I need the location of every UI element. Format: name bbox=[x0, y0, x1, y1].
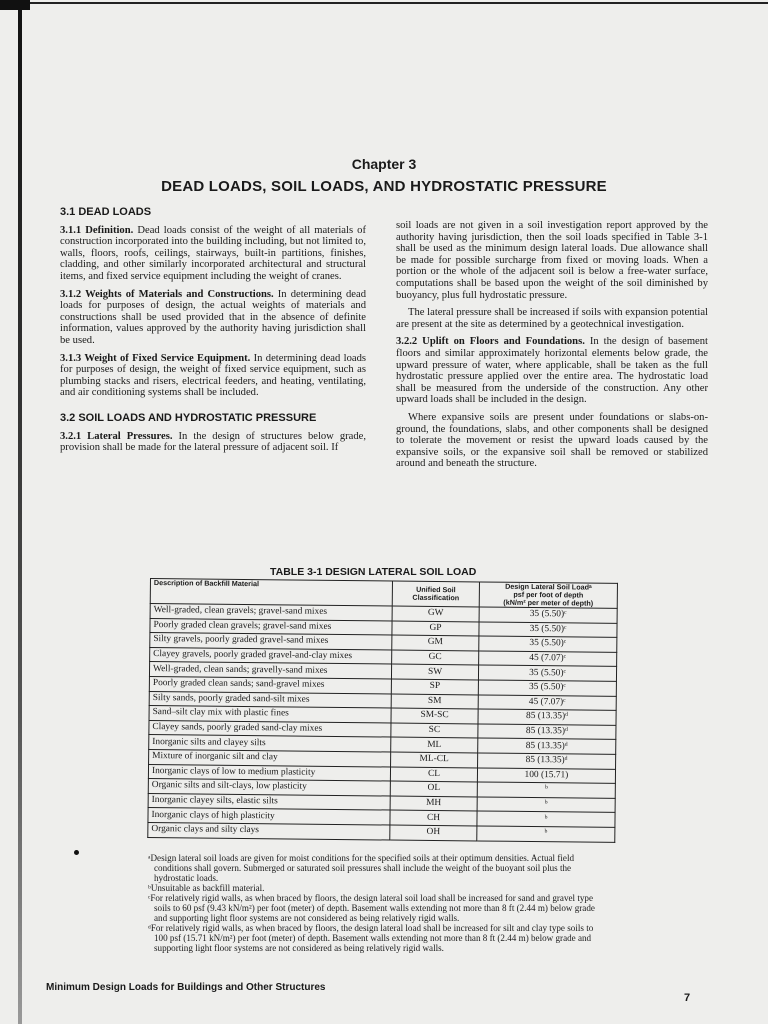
cell-class: MH bbox=[390, 796, 477, 812]
section-heading-soil-loads: 3.2 SOIL LOADS AND HYDROSTATIC PRESSURE bbox=[60, 411, 317, 424]
cell-load: 35 (5.50)ᶜ bbox=[478, 680, 616, 696]
cell-desc: Organic clays and silty clays bbox=[148, 822, 390, 839]
header-design-load bbox=[479, 582, 617, 608]
section-heading-dead-loads: 3.1 DEAD LOADS bbox=[60, 206, 152, 218]
table-footnotes bbox=[144, 853, 600, 953]
cell-desc: Inorganic clays of low to medium plasticity bbox=[148, 764, 390, 781]
paragraph-3-1-2 bbox=[60, 289, 366, 347]
header-uc2: Classification bbox=[412, 592, 460, 603]
header-load2: psf per foot of depth bbox=[513, 589, 584, 600]
subheading-3-2-2: 3.2.2 Uplift on Floors and Foundations. bbox=[396, 336, 585, 348]
subheading-3-1-1: 3.1.1 Definition. bbox=[60, 224, 134, 236]
chapter-title: DEAD LOADS, SOIL LOADS, AND HYDROSTATIC PRESSURE bbox=[161, 178, 607, 195]
header-load1: Design Lateral Soil Loadᵃ bbox=[505, 581, 592, 592]
cell-desc: Poorly graded clean sands; sand-gravel mixes bbox=[149, 676, 391, 693]
paragraph-3-2-1 bbox=[60, 431, 366, 454]
cell-load: 100 (15.71) bbox=[477, 767, 615, 783]
text-3-1-3: In determining dead loads for purposes of design, the weight of fixed service equipment, such as plumbing stacks and risers, electrical feeders, and heating, ventilating, and air conditioning systems shall be included. bbox=[60, 352, 366, 399]
cell-load: 85 (13.35)ᵈ bbox=[478, 753, 616, 769]
text-3-2-1: In the design of structures below grade, provision shall be made for the lateral pressure of adjacent soil. If bbox=[60, 430, 366, 454]
paragraph-3-1-3 bbox=[60, 353, 366, 399]
cell-desc: Poorly graded clean gravels; gravel-sand mixes bbox=[150, 618, 392, 635]
binding-shadow bbox=[18, 0, 22, 1024]
cell-class: CH bbox=[390, 810, 477, 826]
cell-desc: Inorganic clays of high plasticity bbox=[148, 808, 390, 825]
cell-load: 45 (7.07)ᶜ bbox=[478, 695, 616, 711]
subheading-3-1-2: 3.1.2 Weights of Materials and Constructions. bbox=[60, 288, 274, 300]
cell-desc: Clayey sands, poorly graded sand-clay mixes bbox=[149, 720, 391, 737]
cell-class: ML bbox=[391, 737, 478, 753]
cell-desc: Sand–silt clay mix with plastic fines bbox=[149, 706, 391, 723]
paragraph-soil-continued: soil loads are not given in a soil investigation report approved by the authority having jurisdiction, then the soil loads specified in Table 3-1 shall be used as the minimum design lateral loads. Due allowance shall be made for possible surcharge from fixed or moving loads. When a portion or the whole of the adjacent soil is below a free-water surface, computations shall be based upon the weight of the soil diminished by buoyancy, plus full hydrostatic pressure. bbox=[396, 220, 708, 301]
cell-class: ML-CL bbox=[391, 752, 478, 768]
cell-load: ᵇ bbox=[477, 826, 615, 842]
paragraph-3-1-1 bbox=[60, 225, 366, 283]
cell-load: 35 (5.50)ᶜ bbox=[478, 665, 616, 681]
subheading-3-2-1: 3.2.1 Lateral Pressures. bbox=[60, 430, 173, 442]
cell-class: SW bbox=[391, 664, 478, 680]
page-number: 7 bbox=[684, 992, 691, 1004]
footnote-d: ᵈFor relatively rigid walls, as when braced by floors, the design lateral load shall be increased for silt and clay type soils to 100 psf (15.71 kN/m²) per foot (meter) of depth. Basement walls extending not more than 8 ft (2.44 m) below grade and supporting light floor systems are not considered as being relatively rigid walls. bbox=[148, 923, 594, 953]
cell-load: 45 (7.07)ᶜ bbox=[479, 651, 617, 667]
header-description: Description of Backfill Material bbox=[150, 579, 392, 607]
left-column bbox=[60, 207, 366, 460]
cell-load: ᵇ bbox=[477, 797, 615, 813]
paragraph-expansive-soils: Where expansive soils are present under foundations or slabs-on-ground, the foundations, slabs, and other components shall be designed to tolerate the movement or resist the upward loads caused by the expansive soils, or the expansive soil shall be removed or stabilized around and beneath the structure. bbox=[396, 411, 708, 470]
right-column bbox=[396, 220, 708, 476]
cell-class: SM bbox=[391, 694, 478, 710]
header-uc1: Unified Soil bbox=[416, 584, 456, 595]
chapter-number: Chapter 3 bbox=[351, 156, 417, 172]
cell-load: 35 (5.50)ᶜ bbox=[479, 622, 617, 638]
text-3-2-2: In the design of basement floors and similar approximately horizontal elements below grade, the upward pressure of water, where applicable, shall be taken as the full hydrostatic pressure applied over the entire area. The hydrostatic load shall be measured from the underside of the construction. Any other upward loads shall be included in the design. bbox=[396, 336, 708, 406]
cell-class: SC bbox=[391, 723, 478, 739]
cell-load: 85 (13.35)ᵈ bbox=[478, 709, 616, 725]
cell-load: ᵇ bbox=[477, 811, 615, 827]
cell-class: OH bbox=[390, 825, 477, 841]
cell-desc: Mixture of inorganic silt and clay bbox=[149, 749, 391, 766]
running-footer-title: Minimum Design Loads for Buildings and Other Structures bbox=[46, 982, 326, 993]
cell-class: GM bbox=[392, 635, 479, 651]
header-classification bbox=[392, 581, 479, 607]
footnote-a: ᵃDesign lateral soil loads are given for moist conditions for the specified soils at their optimum densities. Actual field conditions shall govern. Submerged or saturated soil pressures shall include the weight of the buoyant soil plus the hydrostatic loads. bbox=[148, 853, 575, 883]
cell-desc: Silty sands, poorly graded sand-silt mixes bbox=[149, 691, 391, 708]
cell-desc: Inorganic silts and clayey silts bbox=[149, 735, 391, 752]
cell-desc: Inorganic clayey silts, elastic silts bbox=[148, 793, 390, 810]
cell-desc: Silty gravels, poorly graded gravel-sand mixes bbox=[150, 633, 392, 650]
cell-desc: Clayey gravels, poorly graded gravel-and-clay mixes bbox=[150, 647, 392, 664]
cell-class: OL bbox=[390, 781, 477, 797]
binding-cap bbox=[0, 0, 30, 10]
text-3-1-1: Dead loads consist of the weight of all materials of construction incorporated into the building including, but not limited to, walls, floors, roofs, ceilings, stairways, built-in partitions, finishes, cladding, and other similarly incorporated architectural and structural items, and fixed service equipment including the weight of cranes. bbox=[60, 224, 366, 282]
cell-class: GW bbox=[392, 606, 479, 622]
subheading-3-1-3: 3.1.3 Weight of Fixed Service Equipment. bbox=[60, 352, 251, 364]
cell-class: CL bbox=[390, 767, 477, 783]
paragraph-expansion: The lateral pressure shall be increased if soils with expansion potential are present at the site as determined by a geotechnical investigation. bbox=[396, 307, 708, 330]
cell-load: 35 (5.50)ᶜ bbox=[479, 636, 617, 652]
cell-load: 85 (13.35)ᵈ bbox=[478, 738, 616, 754]
text-3-1-2: In determining dead loads for purposes of design, the actual weights of materials and constructions shall be used provided that in the absence of definite information, values approved by the authority having jurisdiction shall be used. bbox=[60, 288, 366, 346]
margin-dot bbox=[74, 850, 79, 855]
cell-class: GP bbox=[392, 621, 479, 637]
header-load3: (kN/m² per meter of depth) bbox=[503, 597, 594, 608]
footnote-c: ᶜFor relatively rigid walls, as when braced by floors, the design lateral soil load shall be increased for sand and gravel type soils to 60 psf (9.43 kN/m²) per foot (meter) of depth. Basement walls extending not more than 8 ft (2.44 m) below grade and supporting light floor systems are not considered as being relatively rigid walls. bbox=[148, 893, 595, 923]
cell-class: GC bbox=[392, 650, 479, 666]
cell-load: 35 (5.50)ᶜ bbox=[479, 607, 617, 623]
cell-desc: Organic silts and silt-clays, low plasticity bbox=[148, 779, 390, 796]
cell-load: ᵇ bbox=[477, 782, 615, 798]
soil-load-table bbox=[147, 578, 618, 842]
cell-load: 85 (13.35)ᵈ bbox=[478, 724, 616, 740]
top-edge-line bbox=[0, 2, 768, 4]
cell-class: SP bbox=[391, 679, 478, 695]
footnote-b: ᵇUnsuitable as backfill material. bbox=[148, 883, 265, 893]
cell-class: SM-SC bbox=[391, 708, 478, 724]
cell-desc: Well-graded, clean sands; gravelly-sand mixes bbox=[149, 662, 391, 679]
table-title: TABLE 3-1 DESIGN LATERAL SOIL LOAD bbox=[270, 566, 477, 578]
paragraph-3-2-2 bbox=[396, 336, 708, 406]
cell-desc: Well-graded, clean gravels; gravel-sand mixes bbox=[150, 604, 392, 621]
